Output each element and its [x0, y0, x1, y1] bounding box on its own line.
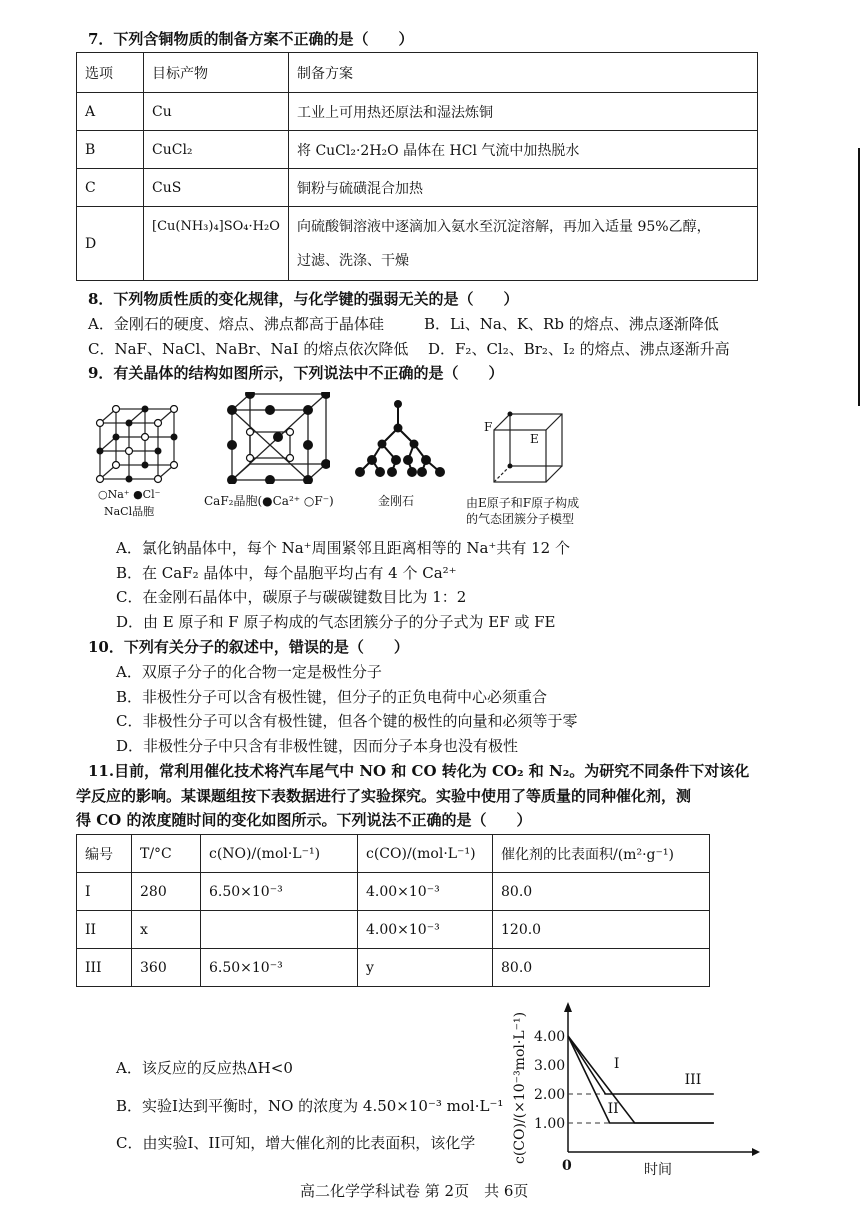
q7-row-d-method: 向硫酸铜溶液中逐滴加入氨水至沉淀溶解，再加入适量 95%乙醇，: [297, 218, 711, 235]
q7-header-opt: 选项: [77, 53, 144, 93]
q11-row-2-surface: 120.0: [493, 911, 710, 949]
q7-row-a-product: Cu: [144, 93, 289, 131]
q11-row-3-co: y: [358, 949, 493, 987]
nacl-legend: ○Na⁺ ●Cl⁻: [98, 488, 161, 501]
x-axis-arrow: [752, 1148, 760, 1156]
q11-row-3-temp: 360: [132, 949, 201, 987]
q11-row-1-temp: 280: [132, 873, 201, 911]
q10-option-c: C．非极性分子可以含有极性键，但各个键的极性的向量和必须等于零: [116, 712, 578, 730]
q11-row-2-co: 4.00×10⁻³: [358, 911, 493, 949]
caf2-caption: CaF₂晶胞(●Ca²⁺ ○F⁻): [204, 494, 334, 508]
y-tick-label: 3.00: [534, 1058, 566, 1074]
q11-row-2-id: II: [77, 911, 132, 949]
q7-row-b-method: 将 CuCl₂·2H₂O 晶体在 HCl 气流中加热脱水: [289, 131, 758, 169]
q7-row-b-opt: B: [77, 131, 144, 169]
q9-stem: 9．有关晶体的结构如图所示，下列说法中不正确的是（ ）: [88, 364, 504, 382]
q11-header-id: 编号: [77, 835, 132, 873]
q11-row-3-id: III: [77, 949, 132, 987]
q11-stem-line-2: 学反应的影响。某课题组按下表数据进行了实验探究。实验中使用了等质量的同种催化剂，测: [76, 787, 692, 805]
q7-table: [76, 52, 758, 281]
q11-option-c: C．由实验I、II可知，增大催化剂的比表面积，该化学: [116, 1134, 476, 1152]
q8-option-a: A．金刚石的硬度、熔点、沸点都高于晶体硅: [88, 315, 384, 333]
nacl-caption: NaCl晶胞: [104, 505, 155, 518]
caf2-unit-cell-figure: [220, 392, 330, 484]
q7-header-method: 制备方案: [289, 53, 758, 93]
q11-row-1-co: 4.00×10⁻³: [358, 873, 493, 911]
y-tick-label: 2.00: [534, 1087, 566, 1103]
ef-label-f: F: [484, 420, 493, 434]
q7-row-a-opt: A: [77, 93, 144, 131]
q7-row-b-product: CuCl₂: [144, 131, 289, 169]
q10-option-d: D．非极性分子中只含有非极性键，因而分子本身也没有极性: [116, 737, 519, 755]
q11-header-temp: T/°C: [132, 835, 201, 873]
q9-option-b: B．在 CaF₂ 晶体中，每个晶胞平均占有 4 个 Ca²⁺: [116, 564, 457, 582]
q11-row-1-id: I: [77, 873, 132, 911]
origin-label: 0: [562, 1158, 572, 1174]
series-label-I: I: [613, 1055, 620, 1072]
q8-stem: 8．下列物质性质的变化规律，与化学键的强弱无关的是（ ）: [88, 290, 519, 308]
q8-option-c: C．NaF、NaCl、NaBr、NaI 的熔点依次降低: [88, 340, 409, 358]
q11-row-1-surface: 80.0: [493, 873, 710, 911]
q11-stem-line-3: 得 CO 的浓度随时间的变化如图所示。下列说法不正确的是（ ）: [76, 811, 532, 829]
series-label-III: III: [684, 1071, 702, 1088]
y-tick-label: 4.00: [534, 1029, 566, 1045]
y-axis-arrow: [564, 1002, 572, 1012]
q11-header-no: c(NO)/(mol·L⁻¹): [201, 835, 358, 873]
q7-row-c-method: 铜粉与硫磺混合加热: [289, 169, 758, 207]
q11-header-surface: 催化剂的比表面积/(m²·g⁻¹): [493, 835, 710, 873]
nacl-unit-cell-figure: [92, 405, 182, 485]
q8-option-d: D．F₂、Cl₂、Br₂、I₂ 的熔点、沸点逐渐升高: [428, 340, 730, 358]
q11-row-2-no: [201, 911, 358, 949]
q7-row-c-product: CuS: [144, 169, 289, 207]
ef-label-e: E: [530, 432, 539, 446]
q9-option-c: C．在金刚石晶体中，碳原子与碳碳键数目比为 1：2: [116, 588, 467, 606]
q8-option-b: B．Li、Na、K、Rb 的熔点、沸点逐渐降低: [424, 315, 719, 333]
co-concentration-chart: [500, 990, 762, 1186]
q10-option-b: B．非极性分子可以含有极性键，但分子的正负电荷中心必须重合: [116, 688, 548, 706]
q7-row-d-opt: D: [77, 207, 144, 281]
q11-option-b: B．实验I达到平衡时，NO 的浓度为 4.50×10⁻³ mol·L⁻¹: [116, 1097, 504, 1115]
ef-cluster-figure: [488, 408, 568, 486]
edge-border: [858, 148, 860, 406]
q11-option-a: A．该反应的反应热ΔH<0: [116, 1059, 293, 1077]
q11-row-3-no: 6.50×10⁻³: [201, 949, 358, 987]
q11-row-1-no: 6.50×10⁻³: [201, 873, 358, 911]
q11-table: [76, 834, 710, 987]
page-footer: 高二化学学科试卷 第 2页 共 6页: [300, 1182, 529, 1200]
q7-row-d-product: [Cu(NH₃)₄]SO₄·H₂O: [144, 207, 289, 281]
q7-row-a-method: 工业上可用热还原法和湿法炼铜: [289, 93, 758, 131]
x-axis-label: 时间: [644, 1162, 672, 1178]
q11-row-3-surface: 80.0: [493, 949, 710, 987]
y-tick-label: 1.00: [534, 1116, 566, 1132]
q11-row-2-temp: x: [132, 911, 201, 949]
q11-header-co: c(CO)/(mol·L⁻¹): [358, 835, 493, 873]
diamond-structure-figure: [352, 398, 448, 482]
y-axis-label: c(CO)/(×10⁻³mol·L⁻¹): [512, 1011, 528, 1164]
q7-row-c-opt: C: [77, 169, 144, 207]
diamond-caption: 金刚石: [378, 494, 415, 508]
ef-caption-2: 的气态团簇分子模型: [466, 512, 575, 526]
q10-stem: 10．下列有关分子的叙述中，错误的是（ ）: [88, 638, 409, 656]
q7-row-d-method-2: 过滤、洗涤、干燥: [297, 252, 409, 269]
q7-header-product: 目标产物: [144, 53, 289, 93]
q10-option-a: A．双原子分子的化合物一定是极性分子: [116, 663, 382, 681]
q7-stem: 7．下列含铜物质的制备方案不正确的是（ ）: [88, 30, 414, 48]
q11-stem-line-1: 11.目前，常利用催化技术将汽车尾气中 NO 和 CO 转化为 CO₂ 和 N₂。为研究不同条件下对该化: [88, 762, 750, 780]
q9-option-a: A．氯化钠晶体中，每个 Na⁺周围紧邻且距离相等的 Na⁺共有 12 个: [116, 539, 570, 557]
q9-option-d: D．由 E 原子和 F 原子构成的气态团簇分子的分子式为 EF 或 FE: [116, 613, 556, 631]
series-label-II: II: [607, 1100, 619, 1117]
ef-caption-1: 由E原子和F原子构成: [466, 496, 580, 510]
